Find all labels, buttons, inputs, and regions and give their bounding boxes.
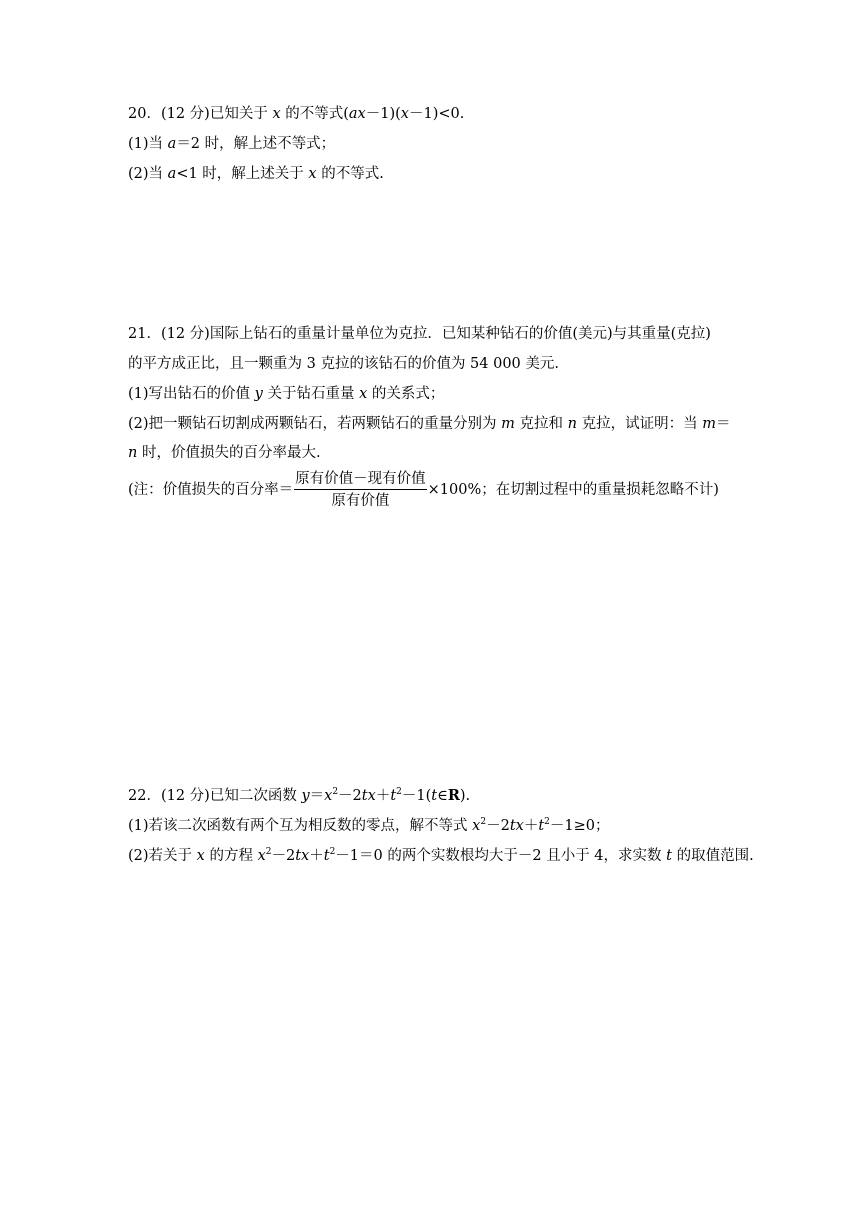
problem-20-stem: 20．(12 分)已知关于 x 的不等式(ax－1)(x－1)<0. xyxy=(128,106,465,122)
problem-20-part-2: (2)当 a<1 时，解上述关于 x 的不等式. xyxy=(128,166,384,182)
problem-20-score: (12 分) xyxy=(160,106,210,122)
problem-22-part-2: (2)若关于 x 的方程 $x^2-2tx+t^2-1=0$ 的两个实数根均大于－2 且小于 4，求实数 t 的取值范围. xyxy=(128,847,754,864)
loss-rate-fraction xyxy=(294,470,427,510)
problem-20-number: 20 xyxy=(128,106,147,122)
problem-20-part-1: (1)当 a＝2 时，解上述不等式； xyxy=(128,136,336,152)
problem-22-number: 22 xyxy=(128,788,147,804)
note-suffix: ×100%；在切割过程中的重量损耗忽略不计) xyxy=(427,482,719,498)
problem-21-part-1: (1)写出钻石的价值 y 关于钻石重量 x 的关系式； xyxy=(128,386,445,402)
problem-21-score: (12 分) xyxy=(160,326,210,342)
fraction-numerator: 原有价值－现有价值 xyxy=(294,470,427,490)
problem-21-stem-line-2: 的平方成正比，且一颗重为 3 克拉的该钻石的价值为 54 000 美元. xyxy=(128,356,560,372)
problem-22-stem: 22．(12 分)已知二次函数 $y=x^2-2tx+t^2-1(t\in R)$. xyxy=(128,787,471,804)
problem-21-stem-line-1: 21．(12 分)国际上钻石的重量计量单位为克拉．已知某种钻石的价值(美元)与其重量(克拉) xyxy=(128,326,711,342)
problem-21-part-2-cont: n 时，价值损失的百分率最大. xyxy=(128,445,321,461)
note-prefix: (注：价值损失的百分率＝ xyxy=(128,482,294,498)
problem-21-note xyxy=(128,470,719,510)
problem-22-part-1: (1)若该二次函数有两个互为相反数的零点，解不等式 $x^2-2tx+t^2-1\ge 0$； xyxy=(128,817,610,834)
problem-22-score: (12 分) xyxy=(160,788,210,804)
problem-21-part-2: (2)把一颗钻石切割成两颗钻石，若两颗钻石的重量分别为 m 克拉和 n 克拉，试证明：当 m＝ xyxy=(128,416,731,432)
problem-21-number: 21 xyxy=(128,326,147,342)
fraction-denominator: 原有价值 xyxy=(331,493,390,509)
